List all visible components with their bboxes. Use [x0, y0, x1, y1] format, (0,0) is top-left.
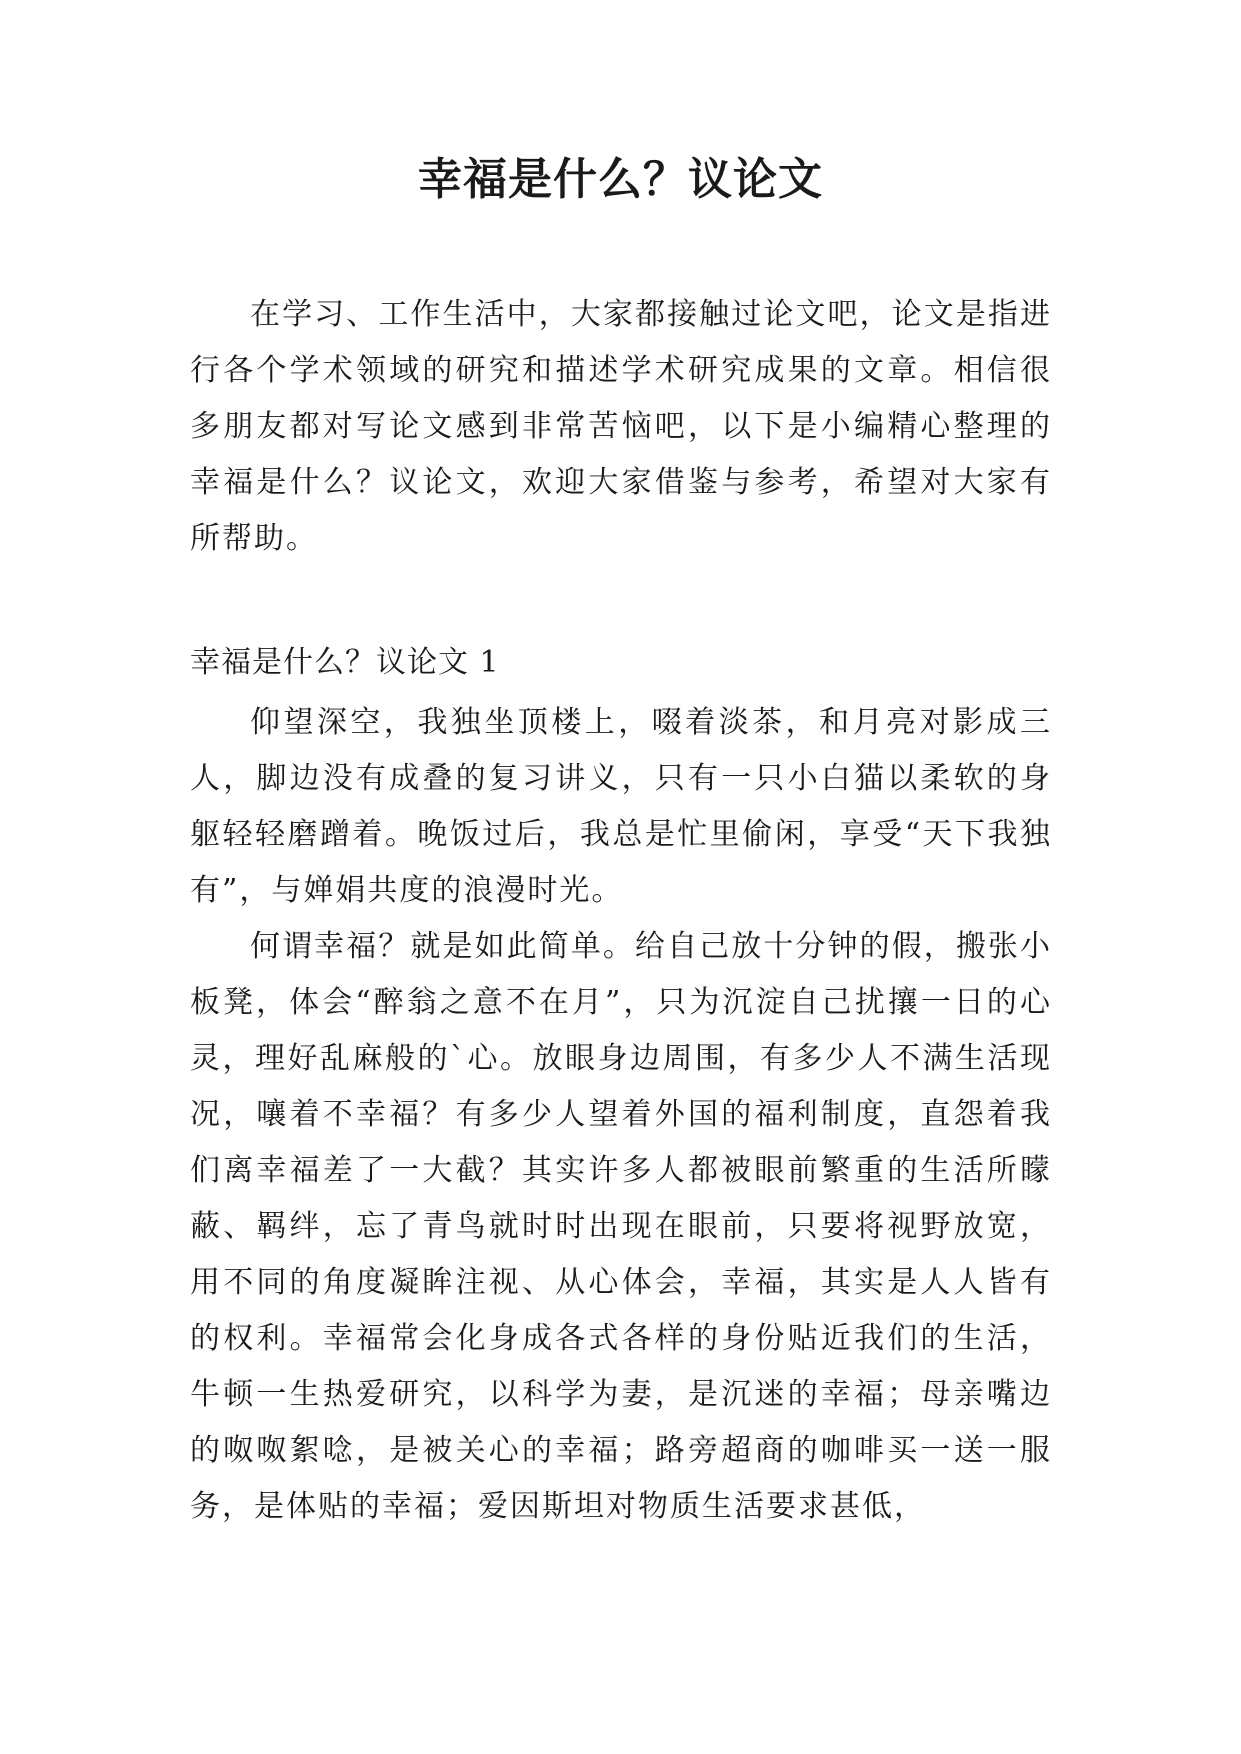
body-paragraph-1: 仰望深空，我独坐顶楼上，啜着淡茶，和月亮对影成三人，脚边没有成叠的复习讲义，只有一只小白猫以柔软的身躯轻轻磨蹭着。晚饭过后，我总是忙里偷闲，享受“天下我独有”，与婵娟共度的浪漫时光。 [190, 705, 1052, 908]
section-heading: 幸福是什么？议论文 1 [190, 645, 500, 680]
body-paragraph-2: 何谓幸福？就是如此简单。给自己放十分钟的假，搬张小板凳，体会“醉翁之意不在月”，只为沉淀自己扰攘一日的心灵，理好乱麻般的`心。放眼身边周围，有多少人不满生活现况，嚷着不幸福？有多少人望着外国的福利制度，直怨着我们离幸福差了一大截？其实许多人都被眼前繁重的生活所矇蔽、羁绊，忘了青鸟就时时出现在眼前，只要将视野放宽，用不同的角度凝眸注视、从心体会，幸福，其实是人人皆有的权利。幸福常会化身成各式各样的身份贴近我们的生活，牛顿一生热爱研究，以科学为妻，是沉迷的幸福；母亲嘴边的呶呶絮唸，是被关心的幸福；路旁超商的咖啡买一送一服务，是体贴的幸福；爱因斯坦对物质生活要求甚低， [190, 929, 1052, 1524]
document-title: 幸福是什么？议论文 [418, 154, 823, 205]
intro-paragraph: 在学习、工作生活中，大家都接触过论文吧，论文是指进行各个学术领域的研究和描述学术研究成果的文章。相信很多朋友都对写论文感到非常苦恼吧，以下是小编精心整理的幸福是什么？议论文，欢迎大家借鉴与参考，希望对大家有所帮助。 [190, 297, 1052, 556]
